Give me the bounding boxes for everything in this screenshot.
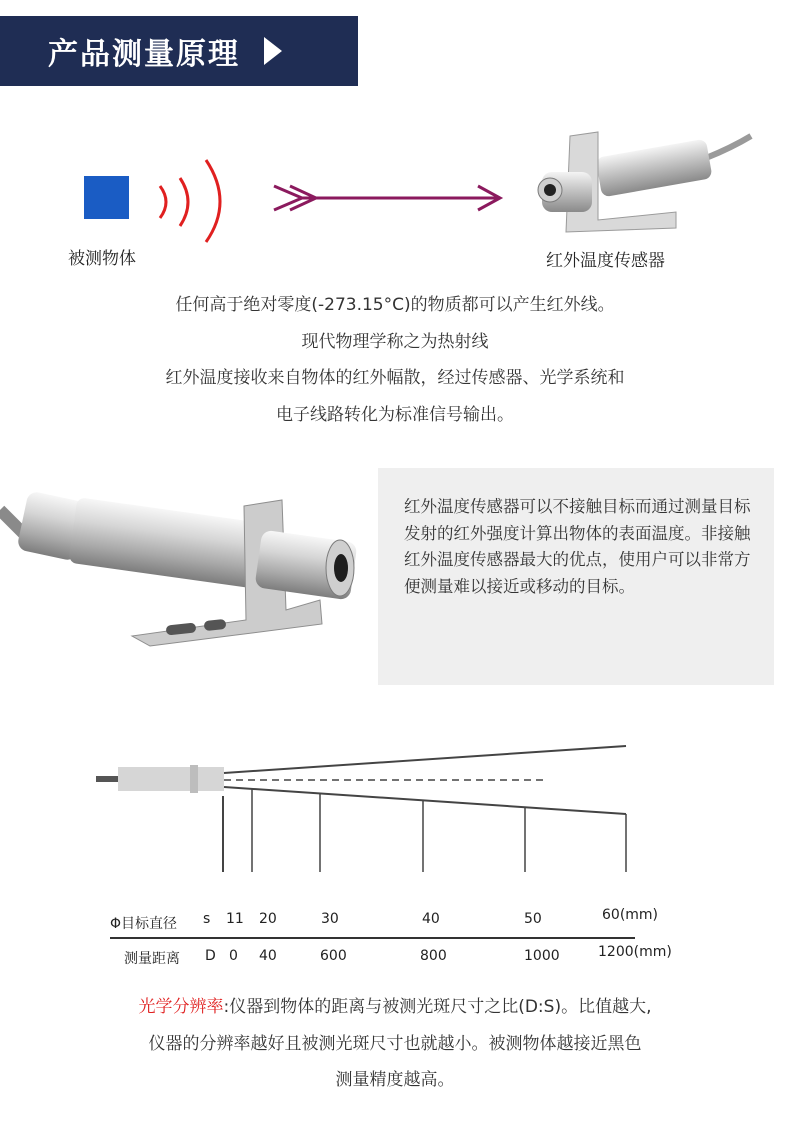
diameter-value: 40 [422, 911, 440, 927]
principle-line-1: 任何高于绝对零度(-273.15°C)的物质都可以产生红外线。 [175, 295, 615, 315]
resolution-line-2: 仪器的分辨率越好且被测光斑尺寸也就越小。被测物体越接近黑色 [148, 1034, 642, 1054]
distance-symbol: D [205, 948, 216, 964]
diameter-value: 60(mm) [602, 907, 659, 923]
principle-line-4: 电子线路转化为标准信号输出。 [276, 405, 514, 425]
description-box [378, 468, 774, 685]
resolution-line-3: 测量精度越高。 [335, 1070, 455, 1090]
distance-value: 1000 [524, 948, 560, 964]
sensor-label: 红外温度传感器 [546, 251, 665, 271]
distance-value: 0 [229, 948, 238, 964]
diameter-value: 30 [321, 911, 339, 927]
section-title: 产品测量原理 [48, 37, 240, 72]
resolution-term: 光学分辨率 [138, 997, 224, 1017]
distance-value: 600 [320, 948, 347, 964]
diameter-value: 50 [524, 911, 542, 927]
distance-value: 40 [259, 948, 277, 964]
object-label: 被测物体 [68, 249, 136, 269]
target-diameter-label: Φ目标直径 [110, 916, 178, 932]
distance-spot-diagram [90, 740, 650, 880]
resolution-line-1-text: :仪器到物体的距离与被测光斑尺寸之比(D:S)。比值越大, [223, 997, 652, 1017]
diameter-value: 11 [226, 911, 244, 927]
transmission-arrow-icon [272, 180, 508, 220]
sensor-small-image [526, 128, 756, 238]
sensor-large-image [0, 460, 370, 690]
section-banner [0, 16, 358, 86]
diameter-symbol: s [203, 911, 211, 927]
infrared-waves-icon [150, 150, 250, 250]
principle-line-2: 现代物理学称之为热射线 [301, 332, 489, 352]
play-arrow-icon [264, 37, 282, 65]
distance-value: 800 [420, 948, 447, 964]
measure-distance-label: 测量距离 [124, 951, 180, 967]
resolution-line-1 [0, 989, 790, 1025]
diameter-value: 20 [259, 911, 277, 927]
description-text: 红外温度传感器可以不接触目标而通过测量目标发射的红外强度计算出物体的表面温度。非接触红外温度传感器最大的优点，使用户可以非常方便测量难以接近或移动的目标。 [404, 497, 751, 596]
distance-value: 1200(mm) [598, 944, 672, 960]
table-divider [110, 937, 635, 939]
target-object-icon [84, 176, 129, 219]
principle-line-3: 红外温度接收来自物体的红外幅散，经过传感器、光学系统和 [165, 368, 625, 388]
